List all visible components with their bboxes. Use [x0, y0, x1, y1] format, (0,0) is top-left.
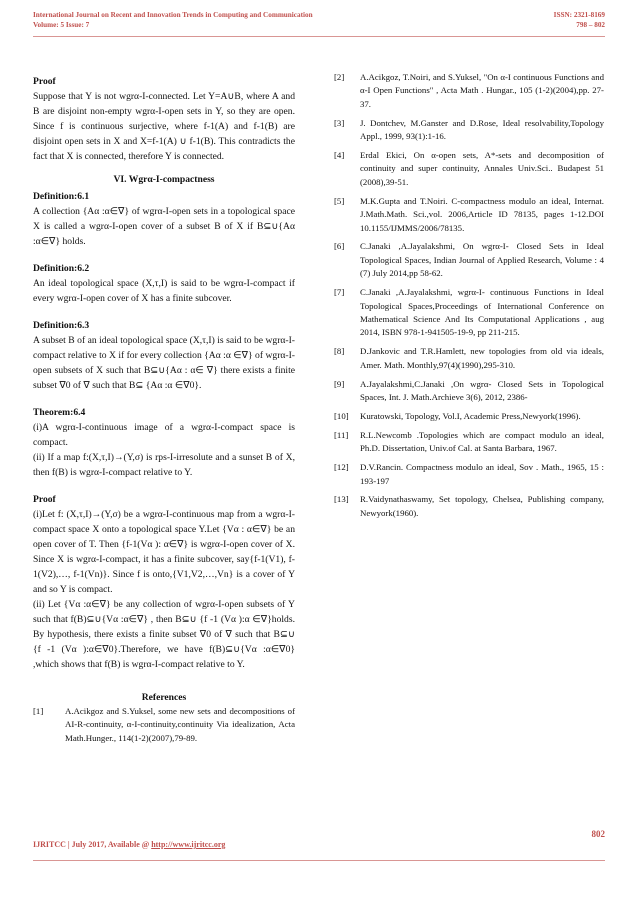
journal-issn-block	[554, 10, 605, 30]
reference-number: [3]	[334, 117, 345, 128]
footer-text: IJRITCC | July 2017, Available @	[33, 840, 152, 849]
proof-heading: Proof	[33, 76, 56, 87]
reference-number: [12]	[334, 462, 349, 473]
journal-volume: Volume: 5 Issue: 7	[33, 21, 90, 29]
proof-heading: Proof	[33, 494, 56, 505]
reference-item	[334, 195, 604, 235]
definition-heading: Definition:6.2	[33, 263, 90, 274]
theorem-heading: Theorem:6.4	[33, 407, 86, 418]
theorem-part-i: (i)A wgrα-I-continuous image of a wgrα-I-compact space is compact.	[33, 422, 295, 448]
reference-text: R.L.Newcomb .Topologies which are compact modulo an ideal, Ph.D. Dissertation, Univ.of Cal. at Santa Barbara, 1967.	[360, 429, 604, 454]
left-column	[33, 74, 295, 745]
reference-number: [2]	[334, 72, 345, 82]
references-heading: References	[141, 692, 187, 703]
definition-body: A subset B of an ideal topological space (X,τ,I) is said to be wgrα-I- compact relative to X if for every collection {Aα :α ∈∇} of wgrα-I-open subsets of X such that B⊆∪{Aα : α∈ ∇} there exists a finite subset ∇0 of ∇ such that B⊆ {Aα :α ∈∇0}.	[33, 335, 295, 391]
reference-item	[334, 429, 604, 456]
reference-text: D.Jankovic and T.R.Hamlett, new topologies from old via ideals, Amer. Math. Monthly,97(4)(1990),295-310.	[360, 346, 604, 370]
reference-text: Erdal Ekici, On α-open sets, A*-sets and decomposition of continuity and super continuity, Annales Univ.Sci.. Budapest 51 (2008),39-51.	[360, 150, 604, 187]
theorem-part-ii: (ii) If a map f:(X,τ,I)→(Y,σ) is rps-I-irresolute and a sunset B of X, then f(B) is wgrα-I-compact relative to Y.	[33, 452, 295, 478]
reference-text: A.Jayalakshmi,C.Janaki ,On wgrα- Closed Sets in Topological Spaces, Int. J. Math.Archieve 3(6), 2012, 2386-	[360, 378, 604, 403]
reference-item	[334, 117, 604, 144]
reference-text: Kuratowski, Topology, Vol.I, Academic Press,Newyork(1996).	[360, 410, 581, 421]
reference-number: [7]	[334, 287, 345, 298]
definition-heading: Definition:6.3	[33, 320, 90, 331]
reference-item	[33, 705, 295, 745]
reference-number: [13]	[334, 494, 349, 505]
page-header	[33, 10, 605, 34]
reference-item	[334, 240, 604, 280]
definition-body: An ideal topological space (X,τ,I) is said to be wgrα-I-compact if every wgrα-I-open cover of X has a finite subcover.	[33, 278, 295, 304]
reference-text: D.V.Rancin. Compactness modulo an ideal, Sov . Math., 1965, 15 : 193-197	[360, 462, 604, 486]
definition-body: A collection {Aα :α∈∇} of wgrα-I-open sets in a topological space X is called a wgrα-I-open cover of a subset B of X if B⊆∪{Aα :α∈∇} holds.	[33, 206, 295, 247]
reference-number: [9]	[334, 378, 345, 389]
reference-number: [6]	[334, 241, 345, 252]
journal-title: International Journal on Recent and Innovation Trends in Computing and Communication	[33, 11, 313, 19]
header-divider	[33, 36, 605, 37]
reference-number: [4]	[334, 150, 345, 161]
page-footer	[33, 840, 225, 849]
section-heading: VI. Wgrα-I-compactness	[113, 174, 215, 185]
reference-item	[334, 149, 604, 189]
journal-link[interactable]: http://www.ijritcc.org	[151, 840, 226, 849]
reference-number: [11]	[334, 429, 349, 440]
reference-item	[334, 493, 604, 520]
proof-body: Suppose that Y is not wgrα-I-connected. Let Y=A∪B, where A and B are disjoint non-empty wgrα-I-open sets in Y, so they are open. Since f is continuous surjective, where f-1(A) and f-1(B) are disjoint open sets in X and X=f-1(A) ∪ f-1(B). This contradicts the fact that X is connected, therefore Y is connected.	[33, 91, 295, 162]
reference-text: A.Acikgoz, T.Noiri, and S.Yuksel, "On α-I continuous Functions and α-I Open Functions" , Acta Math . Hungar., 105 (1-2)(2004),pp. 27-37.	[360, 72, 604, 109]
reference-number: [10]	[334, 410, 349, 421]
proof-part-ii: (ii) Let {Vα :α∈∇} be any collection of wgrα-I-open subsets of Y such that f(B)⊆∪{Vα :α∈∇} , then B⊆∪ {f -1 (Vα ):α ∈∇}holds. By hypothesis, there exists a finite subset ∇0 of ∇ such that B⊆∪ {f -1 (Vα ):α∈∇0}.Therefore, we have f(B)⊆∪{Vα :α∈∇0} ,which shows that f(B) is wgrα-I-compact relative to Y.	[33, 599, 295, 670]
reference-text: C.Janaki ,A.Jayalakshmi, On wgrα-I- Closed Sets in Ideal Topological Spaces, Indian Journal of Applied Research, Volume : 4 (7) July 2014,pp 58-62.	[360, 241, 604, 279]
reference-item	[334, 461, 604, 488]
reference-text: C.Janaki ,A.Jayalakshmi, wgrα-I- continuous Functions in Ideal Topological Spaces,Proceedings of International Conference on Mathematical Science And Its Computational Applications , aug 2014, ISBN 978-1-941505-19-9, pp 211-215.	[360, 287, 604, 338]
definition-heading: Definition:6.1	[33, 191, 90, 202]
reference-text: M.K.Gupta and T.Noiri. C-compactness modulo an ideal, Internat. J.Math.Math. Sci.,vol. 2006,Article ID 78135, pages 1-12.DOI 10.1155/IJMMS/2006/78135.	[360, 195, 604, 233]
proof-part-i: (i)Let f: (X,τ,I)→(Y,σ) be a wgrα-I-continuous map from a wgrα-I-compact space X onto a topological space Y.Let {Vα : α∈∇} be an open cover of T. Then {f-1(Vα ): α∈∇} is wgrα-I-open cover of X. Since X is wgrα-I-compact, it has a finite subcover, say{f-1(V1), f-1(V2),…, f-1(Vn)}. Since f is onto,{V1,V2,…,Vn} is a cover of Y and so Y is compact.	[33, 509, 295, 595]
right-column	[334, 71, 604, 531]
reference-item	[334, 345, 604, 372]
reference-item	[334, 286, 604, 340]
reference-text: R.Vaidynathaswamy, Set topology, Chelsea, Publishing company, Newyork(1960).	[360, 494, 604, 518]
reference-item	[334, 410, 604, 423]
reference-item	[334, 71, 604, 111]
reference-number: [1]	[33, 706, 44, 716]
reference-item	[334, 378, 604, 405]
journal-info	[33, 10, 313, 30]
journal-issn: ISSN: 2321-8169	[553, 11, 605, 19]
reference-text: A.Acikgoz and S.Yuksel, some new sets and decompositions of AI-R-continuity, α-I-continuity,continuity Via idealization, Acta Math.Hunger., 114(1-2)(2007),79-89.	[65, 706, 295, 743]
reference-text: J. Dontchev, M.Ganster and D.Rose, Ideal resolvability,Topology Appl., 1999, 93(1):1-16.	[360, 117, 604, 142]
page-number: 802	[591, 829, 605, 839]
journal-pages: 798 – 802	[576, 21, 605, 29]
reference-number: [8]	[334, 346, 345, 357]
footer-divider	[33, 860, 605, 861]
reference-number: [5]	[334, 195, 345, 206]
